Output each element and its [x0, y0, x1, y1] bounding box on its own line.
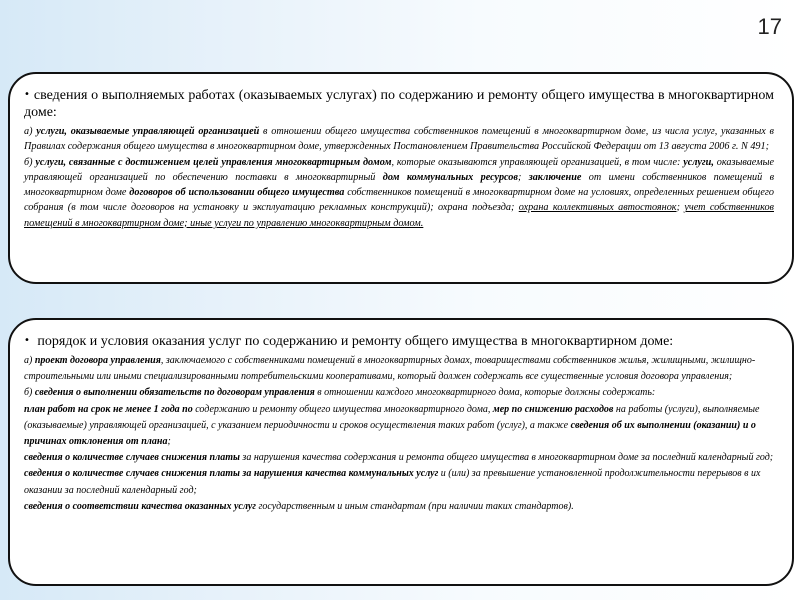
item-plan-text: на работы (услуги), выполняемые (оказываемые) управляющей организацией, с указанием периодичности и сроков осуществления таких работ (услуг), а также [24, 403, 760, 431]
item-a-text: в отношении общего имущества собственников помещений в многоквартирном доме, из числа услуг, указанных в Правилах содержания общего имущества в многоквартирном доме, утвержденных Постановлением Правительства Российской Федерации от 13 августа 2006 г. N 491; [24, 126, 774, 153]
item-bold: сведения о количестве случаев снижения платы за нарушения качества коммунальных услуг [24, 468, 439, 480]
item-label: б) [24, 387, 33, 399]
item-b-text: оказываемые управляющей организацией по обеспечению поставки в многоквартирный [24, 156, 774, 183]
item-b-bold: услуги, связанные с достижением целей управления многоквартирным домом [35, 156, 392, 168]
item-fee-reduction [24, 450, 774, 466]
item-b-text: ; [676, 202, 685, 214]
slide-number: 17 [757, 14, 782, 39]
bullet-icon: • [24, 335, 30, 346]
item-b-bold: сведения о выполнении обязательств по договорам управления [34, 387, 315, 399]
item-b-text: от имени собственников помещений в многоквартирном доме [24, 171, 774, 199]
item-text: государственным и иным стандартам (при наличии таких стандартов). [255, 500, 574, 512]
info-panel-service-terms [8, 318, 794, 586]
item-utilities-fee-reduction [24, 466, 774, 498]
item-a-text: , заключаемого с собственниками помещений в многоквартирных домах, товариществами собственников жилья, жилищными, жилищно-строительными или иными специализированными потребительскими кооперативами, который должен содержать все существенные условия договора управления; [24, 355, 756, 383]
item-b-underlined: охрана коллективных автостоянок [518, 202, 677, 214]
item-plan-bold: план работ на срок не менее 1 года по [24, 403, 193, 415]
item-label: б) [24, 156, 33, 168]
item-plan-text: содержанию и ремонту общего имущества многоквартирного дома, [192, 403, 493, 415]
item-b-bold: договоров об использовании общего имущества [129, 187, 345, 199]
item-standards-compliance [24, 499, 774, 515]
item-a-bold: услуги, оказываемые управляющей организацией [36, 126, 260, 137]
item-b-text: в отношении каждого многоквартирного дома, которые должны содержать: [314, 387, 656, 399]
item-plan-text: ; [167, 436, 171, 448]
info-panel-works-services [8, 72, 794, 284]
item-a-bold: проект договора управления [34, 355, 161, 366]
item-b-text: ; [517, 171, 529, 183]
item-plan [24, 402, 774, 451]
item-bold: сведения о количестве случаев снижения платы [24, 452, 240, 464]
bullet-icon: • [24, 89, 30, 100]
item-text: и (или) за превышение установленной продолжительности перерывов в их оказании за последний календарный год; [24, 468, 761, 496]
item-plan-bold: сведения об их выполнении (оказании) и о причинах отклонения от плана [24, 419, 756, 448]
item-label: а) [24, 126, 33, 137]
item-plan-bold: мер по снижению расходов [492, 403, 614, 415]
panel-heading [24, 332, 774, 350]
item-b [24, 155, 774, 231]
item-b-underlined: учет собственников помещений в многоквартирном доме; иные услуги по управлению многоквартирным домом. [24, 202, 774, 229]
heading-text: сведения о выполняемых работах (оказываемых услугах) по содержанию и ремонту общего имущества в многоквартирном доме: [24, 88, 774, 120]
item-b-text: , которые оказываются управляющей организацией, в том числе: [391, 156, 684, 168]
item-b [24, 385, 774, 401]
item-a [24, 124, 774, 155]
item-b-bold: дом коммунальных ресурсов [382, 171, 518, 183]
item-a [24, 353, 774, 385]
item-bold: сведения о соответствии качества оказанных услуг [24, 500, 256, 512]
item-b-bold: услуги, [683, 156, 714, 168]
item-b-bold: заключение [528, 171, 582, 183]
item-text: за нарушения качества содержания и ремонта общего имущества в многоквартирном доме за последний календарный год; [239, 452, 774, 464]
item-b-text: собственников помещений в многоквартирном доме на условиях, определенных решением общего собрания (в том числе договоров на установку и эксплуатацию рекламных конструкций); охрана подъезда; [24, 187, 774, 214]
panel-heading [24, 86, 774, 121]
item-label: а) [24, 355, 33, 366]
heading-text: порядок и условия оказания услуг по содержанию и ремонту общего имущества в многоквартирном доме: [37, 334, 674, 349]
